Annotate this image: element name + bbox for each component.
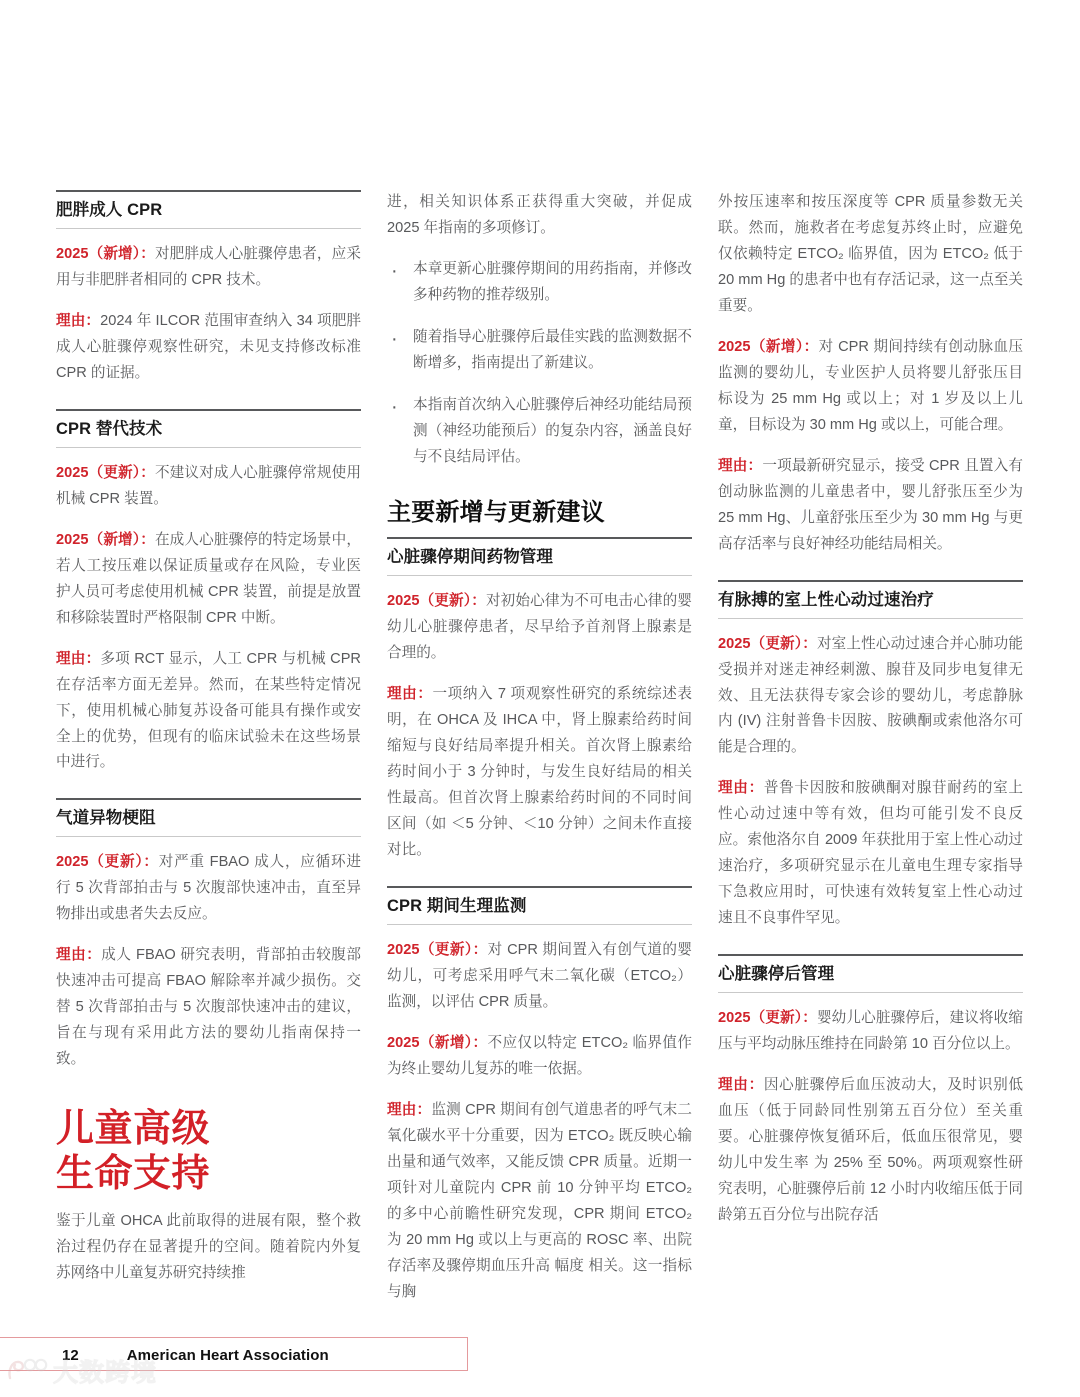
paragraph-text: 一项纳入 7 项观察性研究的系统综述表明，在 OHCA 及 IHCA 中，肾上腺素给药时间缩短与良好结局率提升相关。首次肾上腺素给药时间小于 3 分钟时，与发生良好结局的相关性最高。但首次肾上腺素给药时间的不同时间区间（如 ＜5 分钟、＜10 分钟）之间未作直接对比。	[387, 686, 692, 858]
rationale-label: 理由：	[718, 780, 764, 797]
paragraph-text: 进，相关知识体系正获得重大突破，并促成 2025 年指南的多项修订。	[387, 194, 692, 236]
list-item: · 本章更新心脏骤停期间的用药指南，并修改多种药物的推荐级别。	[387, 257, 692, 309]
paragraph	[56, 528, 361, 632]
rationale-label: 理由：	[718, 457, 763, 474]
paragraph	[718, 776, 1023, 932]
paragraph	[718, 454, 1023, 558]
paragraph-text: 在成人心脏骤停的特定场景中，若人工按压难以保证质量或存在风险，专业医护人员可考虑使用机械 CPR 装置，前提是放置和移除装置时严格限制 CPR 中断。	[56, 531, 361, 626]
paragraph	[56, 943, 361, 1073]
paragraph	[56, 647, 361, 777]
paragraph	[387, 589, 692, 667]
paragraph-text: 外按压速率和按压深度等 CPR 质量参数无关联。然而，施救者在考虑复苏终止时，应避免仅依赖特定 ETCO₂ 临界值，因为 ETCO₂ 低于 20 mm Hg 的患者中也有存活记录，这一点至关重要。	[718, 194, 1023, 314]
bullet-list	[387, 257, 692, 471]
rationale-label: 理由：	[56, 312, 101, 329]
recommendation-label: 2025（更新）：	[387, 941, 488, 958]
paragraph	[718, 632, 1023, 762]
paragraph	[387, 938, 692, 1016]
section-heading-physiologic-monitoring-during-cpr: CPR 期间生理监测	[387, 886, 692, 925]
footer-rule-box	[0, 1337, 468, 1371]
paragraph	[387, 682, 692, 864]
section-heading-treatment-of-svt-with-pulse: 有脉搏的室上性心动过速治疗	[718, 580, 1023, 619]
paragraph	[56, 1209, 361, 1287]
paragraph-text: 多项 RCT 显示，人工 CPR 与机械 CPR 在存活率方面无差异。然而，在某些特定情况下，使用机械心肺复苏设备可能具有操作或安全上的优势，但现有的临床试验未在这些场景中进行。	[56, 650, 361, 771]
recommendation-label: 2025（新增）：	[387, 1034, 488, 1051]
rationale-label: 理由：	[56, 650, 101, 667]
major-heading-key-new-and-updated-recommendations: 主要新增与更新建议	[387, 498, 605, 526]
three-column-layout	[56, 190, 1024, 1306]
organization-name: American Heart Association	[126, 1346, 329, 1364]
page-number: 12	[62, 1346, 79, 1364]
paragraph	[56, 850, 361, 928]
paragraph-text: 不应仅以特定 ETCO₂ 临界值作为终止婴幼儿复苏的唯一依据。	[387, 1034, 692, 1077]
paragraph-continuation	[718, 190, 1023, 320]
text-column-2	[387, 190, 692, 1306]
paragraph-text: 对严重 FBAO 成人，应循环进行 5 次背部拍击与 5 次腹部快速冲击，直至异物排出或患者失去反应。	[56, 854, 361, 923]
section-heading-post-cardiac-arrest-care: 心脏骤停后管理	[718, 954, 1023, 993]
paragraph-text: 不建议对成人心脏骤停常规使用机械 CPR 装置。	[56, 464, 361, 507]
paragraph	[718, 1006, 1023, 1058]
paragraph-text: 对 CPR 期间持续有创动脉血压监测的婴幼儿，专业医护人员将婴儿舒张压目标设为 25 mm Hg 或以上；对 1 岁及以上儿童，目标设为 30 mm Hg 或以上，可能合理。	[718, 338, 1023, 433]
paragraph-text: 监测 CPR 期间有创气道患者的呼气末二氧化碳水平十分重要，因为 ETCO₂ 既反映心输出量和通气效率，又能反馈 CPR 质量。近期一项针对儿童院内 CPR 前 10 分钟平均 ETCO₂ 的多中心前瞻性研究发现，CPR 期间 ETCO₂ 为 20 mm Hg 或以上与更高的 ROSC 率、出院存活率及骤停期血压升高 幅度 相关。这一指标与胸	[387, 1101, 692, 1300]
recommendation-label: 2025（更新）：	[718, 1010, 817, 1027]
paragraph	[718, 335, 1023, 439]
paragraph	[718, 1073, 1023, 1229]
recommendation-label: 2025（更新）：	[56, 854, 159, 871]
recommendation-label: 2025（更新）：	[387, 593, 486, 610]
paragraph-text: 一项最新研究显示，接受 CPR 且置入有创动脉监测的儿童患者中，婴儿舒张压至少为 25 mm Hg、儿童舒张压至少为 30 mm Hg 与更高存活率与良好神经功能结局相关。	[718, 457, 1023, 552]
section-heading-medication-management-during-cardiac-arrest: 心脏骤停期间药物管理	[387, 537, 692, 576]
paragraph-text: 2024 年 ILCOR 范围审查纳入 34 项肥胖成人心脏骤停观察性研究，未见支持修改标准 CPR 的证据。	[56, 312, 361, 381]
paragraph-text: 婴幼儿心脏骤停后，建议将收缩压与平均动脉压维持在同龄第 10 百分位以上。	[718, 1010, 1023, 1053]
chapter-title-pediatric-advanced-life-support	[56, 1107, 361, 1197]
chapter-title-line-1: 儿童高级	[56, 1108, 211, 1151]
paragraph-text: 普鲁卡因胺和胺碘酮对腺苷耐药的室上性心动过速中等有效，但均可能引发不良反应。索他洛尔自 2009 年获批用于室上性心动过速治疗，多项研究显示在儿童电生理专家指导下急救应用时，可快速有效转复室上性心动过速且不良事件罕见。	[718, 780, 1023, 927]
paragraph-text: 对室上性心动过速合并心肺功能受损并对迷走神经刺激、腺苷及同步电复律无效、且无法获得专家会诊的婴幼儿，考虑静脉内 (IV) 注射普鲁卡因胺、胺碘酮或索他洛尔可能是合理的。	[718, 635, 1023, 756]
paragraph-text: 鉴于儿童 OHCA 此前取得的进展有限，整个救治过程仍存在显著提升的空间。随着院内外复苏网络中儿童复苏研究持续推	[56, 1212, 361, 1281]
list-item: · 本指南首次纳入心脏骤停后神经功能结局预测（神经功能预后）的复杂内容，涵盖良好与不良结局评估。	[387, 393, 692, 471]
section-heading-foreign-body-airway-obstruction: 气道异物梗阻	[56, 798, 361, 837]
paragraph-text: 对 CPR 期间置入有创气道的婴幼儿，可考虑采用呼气末二氧化碳（ETCO₂）监测，以评估 CPR 质量。	[387, 941, 692, 1010]
list-item: · 随着指导心脏骤停后最佳实践的监测数据不断增多，指南提出了新建议。	[387, 325, 692, 377]
paragraph-text: 成人 FBAO 研究表明，背部拍击较腹部快速冲击可提高 FBAO 解除率并减少损伤。交替 5 次背部拍击与 5 次腹部快速冲击的建议，旨在与现有采用此方法的婴幼儿指南保持一致。	[56, 947, 361, 1068]
text-column-1	[56, 190, 361, 1306]
paragraph	[56, 461, 361, 513]
watermark-text: 大数跨境	[53, 1359, 158, 1387]
footer	[0, 1338, 469, 1372]
paragraph-text: 对初始心律为不可电击心律的婴幼儿心脏骤停患者，尽早给予首剂肾上腺素是合理的。	[387, 593, 692, 662]
recommendation-label: 2025（更新）：	[56, 464, 155, 481]
paragraph-text: 因心脏骤停后血压波动大，及时识别低血压（低于同龄同性别第五百分位）至关重要。心脏骤停恢复循环后，低血压很常见，婴幼儿中发生率 为 25% 至 50%。两项观察性研究表明，心脏骤停后前 12 小时内收缩压低于同龄第五百分位与出院存活	[718, 1077, 1023, 1223]
recommendation-label: 2025（新增）：	[56, 531, 155, 548]
rationale-label: 理由：	[387, 686, 433, 703]
rationale-label: 理由：	[718, 1077, 764, 1094]
paragraph	[56, 309, 361, 387]
section-heading-alternative-cpr-techniques: CPR 替代技术	[56, 409, 361, 448]
paragraph	[387, 1098, 692, 1306]
section-heading-obese-adult-cpr: 肥胖成人 CPR	[56, 190, 361, 229]
recommendation-label: 2025（新增）：	[718, 338, 819, 355]
paragraph	[56, 242, 361, 294]
recommendation-label: 2025（新增）：	[56, 245, 155, 262]
rationale-label: 理由：	[56, 947, 102, 964]
rationale-label: 理由：	[387, 1101, 432, 1118]
paragraph	[387, 1031, 692, 1083]
recommendation-label: 2025（更新）：	[718, 635, 817, 652]
text-column-3	[718, 190, 1023, 1306]
paragraph-text: 对肥胖成人心脏骤停患者，应采用与非肥胖者相同的 CPR 技术。	[56, 245, 361, 288]
paragraph-continuation	[387, 190, 692, 242]
chapter-title-line-2: 生命支持	[56, 1152, 211, 1195]
